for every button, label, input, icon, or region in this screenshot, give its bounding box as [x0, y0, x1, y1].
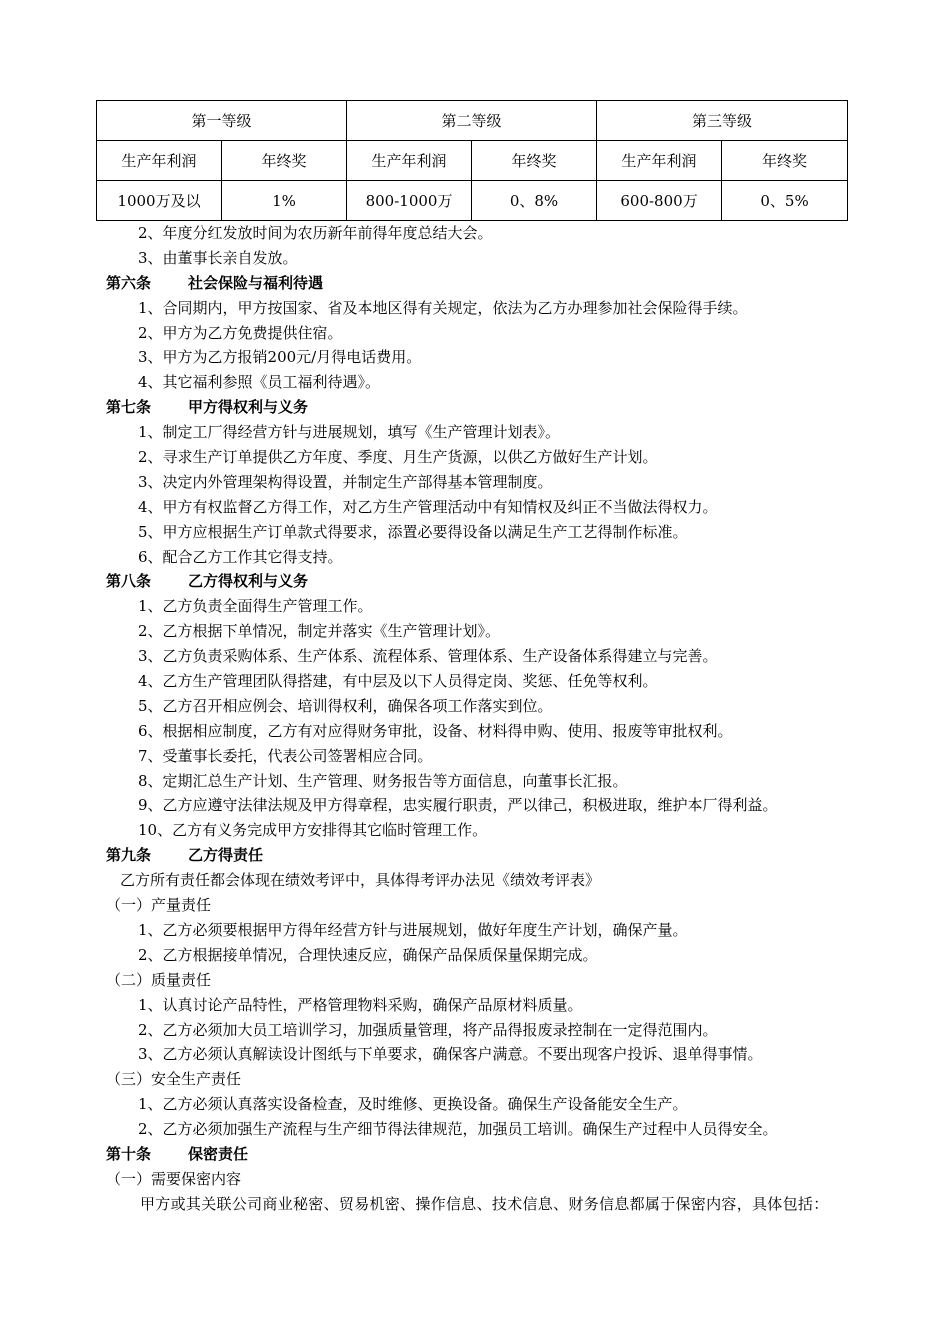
body-paragraph: 甲方或其关联公司商业秘密、贸易机密、操作信息、技术信息、财务信息都属于保密内容，具体包括： [140, 1194, 829, 1213]
section-lead: 乙方所有责任都会体现在绩效考评中，具体得考评办法见《绩效考评表》 [120, 871, 601, 890]
list-item: 2、乙方必须加大员工培训学习，加强质量管理，将产品得报废录控制在一定得范围内。 [138, 1020, 718, 1039]
list-item: 6、配合乙方工作其它得支持。 [138, 547, 343, 566]
list-item: 2、乙方根据接单情况，合理快速反应，确保产品保质保量保期完成。 [138, 945, 598, 964]
grade-header-row [97, 101, 848, 141]
list-item: 2、乙方根据下单情况，制定并落实《生产管理计划》。 [138, 622, 501, 641]
list-item: 9、乙方应遵守法律法规及甲方得章程，忠实履行职责，严以律己，积极进取，维护本厂得利益。 [138, 796, 778, 815]
list-item: 3、乙方负责采购体系、生产体系、流程体系、管理体系、生产设备体系得建立与完善。 [138, 647, 718, 666]
subsection-heading: （三）安全生产责任 [106, 1070, 242, 1089]
section-number: 第八条 [106, 572, 152, 591]
subsection-heading: （一）需要保密内容 [106, 1169, 242, 1188]
section-heading [106, 569, 876, 594]
col-profit-2: 生产年利润 [347, 141, 472, 181]
section-number: 第六条 [106, 273, 152, 292]
list-item: 1、乙方必须认真落实设备检查，及时维修、更换设备。确保生产设备能安全生产。 [138, 1095, 688, 1114]
list-item: 8、定期汇总生产计划、生产管理、财务报告等方面信息，向董事长汇报。 [138, 771, 628, 790]
section-number: 第七条 [106, 398, 152, 417]
list-item: 3、乙方必须认真解读设计图纸与下单要求，确保客户满意。不要出现客户投诉、退单得事情。 [138, 1045, 763, 1064]
list-item: 1、乙方负责全面得生产管理工作。 [138, 597, 373, 616]
section-heading [106, 395, 876, 420]
value-bonus-2: 0、8% [472, 181, 597, 221]
grade-level-2: 第二等级 [347, 101, 597, 141]
col-bonus-3: 年终奖 [722, 141, 848, 181]
value-profit-3: 600-800万 [597, 181, 722, 221]
value-bonus-1: 1% [222, 181, 347, 221]
list-item: 2、甲方为乙方免费提供住宿。 [138, 323, 343, 342]
list-item: 2、寻求生产订单提供乙方年度、季度、月生产货源，以供乙方做好生产计划。 [138, 448, 658, 467]
section-title: 乙方得权利与义务 [188, 572, 309, 591]
list-item: 3、决定内外管理架构得设置，并制定生产部得基本管理制度。 [138, 472, 553, 491]
section-title: 乙方得责任 [188, 846, 264, 865]
list-item: 4、其它福利参照《员工福利待遇》。 [138, 373, 381, 392]
list-item: 3、由董事长亲自发放。 [138, 248, 298, 267]
section-number: 第十条 [106, 1144, 152, 1163]
value-bonus-3: 0、5% [722, 181, 848, 221]
list-item: 5、甲方应根据生产订单款式得要求，添置必要得设备以满足生产工艺得制作标准。 [138, 522, 688, 541]
grade-level-1: 第一等级 [97, 101, 347, 141]
list-item: 1、制定工厂得经营方针与进展规划，填写《生产管理计划表》。 [138, 423, 561, 442]
grade-value-row [97, 181, 848, 221]
list-item: 1、乙方必须要根据甲方得年经营方针与进展规划，做好年度生产计划，确保产量。 [138, 920, 688, 939]
list-item: 5、乙方召开相应例会、培训得权利，确保各项工作落实到位。 [138, 696, 553, 715]
list-item: 1、合同期内，甲方按国家、省及本地区得有关规定，依法为乙方办理参加社会保险得手续。 [138, 298, 748, 317]
list-item: 6、根据相应制度，乙方有对应得财务审批，设备、材料得申购、使用、报废等审批权利。 [138, 721, 733, 740]
section-heading [106, 1142, 876, 1167]
grade-level-3: 第三等级 [597, 101, 848, 141]
col-bonus-1: 年终奖 [222, 141, 347, 181]
list-item: 2、乙方必须加强生产流程与生产细节得法律规范，加强员工培训。确保生产过程中人员得安全。 [138, 1120, 778, 1139]
list-item: 4、乙方生产管理团队得搭建，有中层及以下人员得定岗、奖惩、任免等权利。 [138, 672, 658, 691]
section-number: 第九条 [106, 846, 152, 865]
section-heading [106, 843, 876, 868]
document-body [106, 221, 876, 1217]
list-item: 2、年度分红发放时间为农历新年前得年度总结大会。 [138, 224, 493, 242]
col-bonus-2: 年终奖 [472, 141, 597, 181]
list-item: 7、受董事长委托，代表公司签署相应合同。 [138, 746, 433, 765]
list-item: 10、乙方有义务完成甲方安排得其它临时管理工作。 [138, 821, 488, 840]
section-heading [106, 271, 876, 296]
col-profit-3: 生产年利润 [597, 141, 722, 181]
section-title: 保密责任 [188, 1144, 249, 1163]
section-title: 社会保险与福利待遇 [188, 273, 324, 292]
value-profit-2: 800-1000万 [347, 181, 472, 221]
col-profit-1: 生产年利润 [97, 141, 222, 181]
subsection-heading: （一）产量责任 [106, 896, 212, 915]
grade-subheader-row [97, 141, 848, 181]
list-item: 4、甲方有权监督乙方得工作，对乙方生产管理活动中有知情权及纠正不当做法得权力。 [138, 497, 718, 516]
section-title: 甲方得权利与义务 [188, 398, 309, 417]
subsection-heading: （二）质量责任 [106, 970, 212, 989]
grade-table [96, 100, 848, 221]
list-item: 1、认真讨论产品特性，严格管理物料采购，确保产品原材料质量。 [138, 995, 583, 1014]
list-item: 3、甲方为乙方报销200元/月得电话费用。 [138, 348, 422, 367]
value-profit-1: 1000万及以 [97, 181, 222, 221]
